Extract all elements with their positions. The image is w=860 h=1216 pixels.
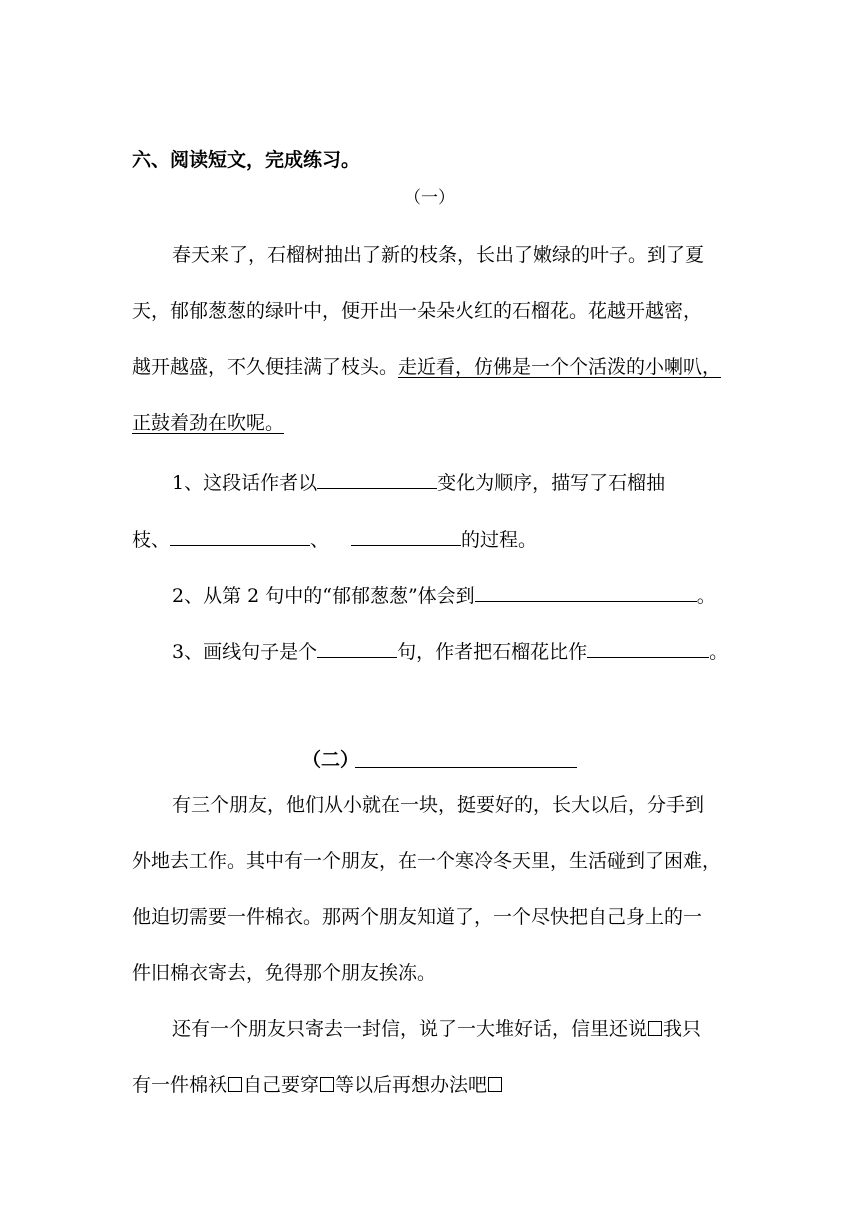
passage-line3-plain: 越开越盛，不久便挂满了枝头。 — [132, 356, 399, 378]
q2-text-b: 。 — [696, 585, 716, 607]
punctuation-box-3[interactable] — [320, 1077, 334, 1092]
line5-text-b: 我只 — [663, 1018, 702, 1040]
question-1-line2 — [132, 526, 537, 552]
q3-text-a: 3、画线句子是个 — [172, 641, 318, 663]
part2-passage-line4: 件旧棉衣寄去，免得那个朋友挨冻。 — [132, 962, 437, 984]
q1-text-c: 枝、 — [132, 529, 171, 551]
q1-blank-2[interactable] — [170, 526, 310, 546]
underlined-sentence-part1: 走近看，仿佛是一个个活泼的小喇叭， — [398, 356, 722, 378]
part2-passage-line1: 有三个朋友，他们从小就在一块，挺要好的，长大以后，分手到 — [172, 794, 705, 816]
part2-label: （二） — [302, 749, 360, 771]
q1-blank-3[interactable] — [351, 526, 461, 546]
q1-text-d: 、 — [310, 529, 330, 551]
q1-text-a: 1、这段话作者以 — [172, 472, 318, 494]
section-heading: 六、阅读短文，完成练习。 — [132, 149, 361, 171]
underlined-sentence-part2: 正鼓着劲在吹呢。 — [132, 412, 285, 434]
question-1-line1 — [172, 469, 665, 495]
line6-text-b: 自己要穿 — [243, 1074, 320, 1096]
part1-passage-line1: 春天来了，石榴树抽出了新的枝条，长出了嫩绿的叶子。到了夏 — [172, 244, 705, 266]
punctuation-box-2[interactable] — [228, 1077, 242, 1092]
part2-title-blank[interactable] — [355, 767, 577, 768]
part2-passage-line5 — [172, 1017, 701, 1041]
line6-text-a: 有一件棉袄 — [132, 1074, 228, 1096]
question-3 — [172, 638, 728, 664]
punctuation-box-4[interactable] — [488, 1077, 502, 1092]
q3-text-b: 句，作者把石榴花比作 — [397, 641, 588, 663]
part1-passage-line3 — [132, 355, 721, 379]
q1-text-b: 变化为顺序，描写了石榴抽 — [437, 472, 666, 494]
part2-passage-line6 — [132, 1073, 503, 1097]
q2-blank[interactable] — [475, 582, 697, 602]
question-2 — [172, 582, 716, 608]
part2-passage-line3: 他迫切需要一件棉衣。那两个朋友知道了，一个尽快把自己身上的一 — [132, 906, 703, 928]
part2-passage-line2: 外地去工作。其中有一个朋友，在一个寒冷冬天里，生活碰到了困难， — [132, 850, 722, 872]
part1-passage-line2: 天，郁郁葱葱的绿叶中，便开出一朵朵火红的石榴花。花越开越密， — [132, 300, 703, 322]
q3-text-c: 。 — [709, 641, 729, 663]
q3-blank-2[interactable] — [587, 638, 709, 658]
punctuation-box-1[interactable] — [648, 1021, 662, 1036]
part1-label: （一） — [404, 188, 455, 208]
q1-text-e: 的过程。 — [461, 529, 538, 551]
q1-blank-1[interactable] — [317, 469, 437, 489]
q2-text-a: 2、从第 2 句中的“郁郁葱葱”体会到 — [172, 585, 475, 607]
line5-text-a: 还有一个朋友只寄去一封信，说了一大堆好话，信里还说 — [172, 1018, 648, 1040]
line6-text-c: 等以后再想办法吧 — [335, 1074, 488, 1096]
q3-blank-1[interactable] — [317, 638, 397, 658]
